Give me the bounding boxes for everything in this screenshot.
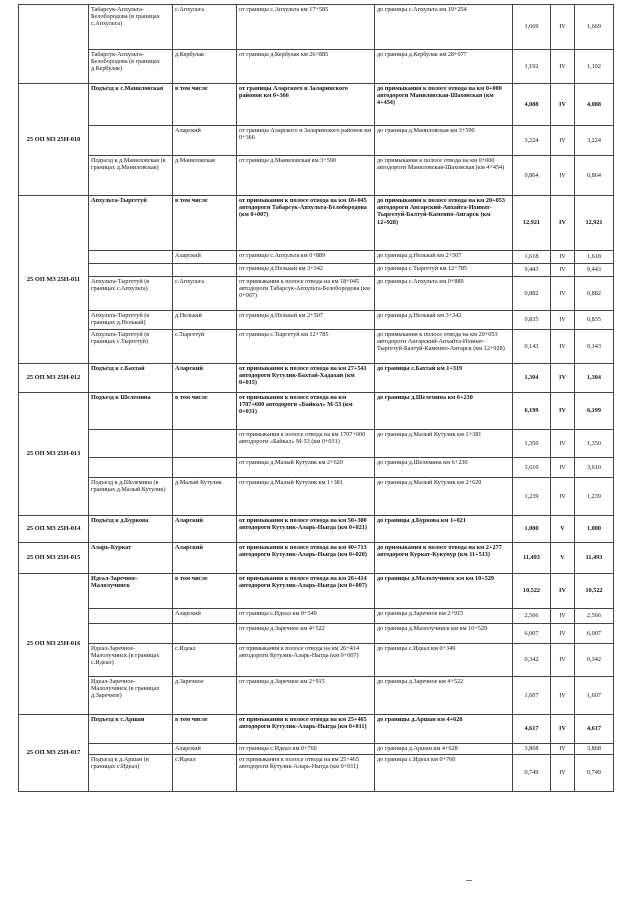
segment-from: от границы с.Идеал км 0+349 bbox=[237, 609, 375, 624]
segment-category: IV bbox=[551, 644, 575, 677]
segment-total: 11,493 bbox=[575, 543, 614, 574]
segment-length: 6,199 bbox=[513, 393, 551, 430]
segment-place: с.Идеал bbox=[173, 644, 237, 677]
segment-to: до примыкания к полосе отвода на км 0+000 автодороги Маниловская-Шаховская (км 4+454) bbox=[375, 156, 513, 196]
road-code bbox=[19, 5, 89, 84]
segment-to: до границы д.Малолучинск км км 10+529 bbox=[375, 624, 513, 644]
segment-to: до границы с.Идеал км 0+349 bbox=[375, 644, 513, 677]
segment-name bbox=[89, 251, 173, 264]
table-row bbox=[19, 624, 614, 644]
segment-name bbox=[89, 430, 173, 458]
segment-from: от примыкания к полосе отвода на км 18+045 автодороги Табарсук-Апхульта-Белобородова (км 0+007) bbox=[237, 196, 375, 251]
segment-total: 1,350 bbox=[575, 430, 614, 458]
segment-name: Подъезд к д.Маниловская (в границах д.Маниловская) bbox=[89, 156, 173, 196]
segment-name: Табарсук-Апхульта-Белобородова (в границах д.Кербулак) bbox=[89, 50, 173, 84]
segment-to: до границы д.Малолучинск км км 10+529 bbox=[375, 574, 513, 609]
segment-total: 1,000 bbox=[575, 516, 614, 543]
segment-total: 1,304 bbox=[575, 364, 614, 393]
segment-from: от границы д.Нелькай км 3+342 bbox=[237, 264, 375, 277]
segment-to: до границы с.Идеал км 0+760 bbox=[375, 755, 513, 792]
segment-to: до границы д.Буркова км 1+021 bbox=[375, 516, 513, 543]
segment-length: 0,864 bbox=[513, 156, 551, 196]
segment-from: от примыкания к полосе отвода на км 25+465 автодороги Кутулик-Аларь-Ныгда (км 0+011) bbox=[237, 715, 375, 744]
segment-place: д.Кербулак bbox=[173, 50, 237, 84]
segment-length: 3,224 bbox=[513, 126, 551, 156]
segment-category: IV bbox=[551, 251, 575, 264]
segment-category: V bbox=[551, 543, 575, 574]
page-mark bbox=[466, 880, 472, 881]
table-row bbox=[19, 744, 614, 755]
segment-category: IV bbox=[551, 264, 575, 277]
segment-total: 6,199 bbox=[575, 393, 614, 430]
segment-total: 6,007 bbox=[575, 624, 614, 644]
segment-to: до границы д.Малый Кутулик км 1+381 bbox=[375, 430, 513, 458]
segment-total: 1,239 bbox=[575, 478, 614, 516]
segment-length: 6,007 bbox=[513, 624, 551, 644]
segment-length: 0,835 bbox=[513, 311, 551, 330]
segment-place: с.Апхульта bbox=[173, 5, 237, 50]
segment-length: 1,618 bbox=[513, 251, 551, 264]
segment-category: IV bbox=[551, 624, 575, 644]
segment-name: Подъезд к д.Буркова bbox=[89, 516, 173, 543]
segment-place: в том числе bbox=[173, 574, 237, 609]
segment-length: 4,088 bbox=[513, 84, 551, 126]
segment-length: 4,617 bbox=[513, 715, 551, 744]
segment-place: Аларский bbox=[173, 364, 237, 393]
segment-total: 1,607 bbox=[575, 677, 614, 715]
segment-length: 1,192 bbox=[513, 50, 551, 84]
segment-total: 0,143 bbox=[575, 330, 614, 364]
segment-name bbox=[89, 624, 173, 644]
segment-place: в том числе bbox=[173, 715, 237, 744]
segment-total: 4,617 bbox=[575, 715, 614, 744]
segment-place: в том числе bbox=[173, 393, 237, 430]
segment-to: до границы д.Маниловская км 3+590 bbox=[375, 126, 513, 156]
segment-length: 3,610 bbox=[513, 458, 551, 478]
segment-from: от границы с.Идеал км 0+760 bbox=[237, 744, 375, 755]
segment-name bbox=[89, 264, 173, 277]
segment-from: от границы д.Заречное км 2+915 bbox=[237, 677, 375, 715]
segment-name bbox=[89, 458, 173, 478]
segment-length: 1,607 bbox=[513, 677, 551, 715]
segment-length: 1,669 bbox=[513, 5, 551, 50]
segment-place: Аларский bbox=[173, 126, 237, 156]
segment-name bbox=[89, 744, 173, 755]
segment-from: от границы с.Апхульта км 0+889 bbox=[237, 251, 375, 264]
table-row bbox=[19, 264, 614, 277]
segment-category: IV bbox=[551, 393, 575, 430]
road-code: 25 ОП МЗ 25Н-014 bbox=[19, 516, 89, 543]
table-row bbox=[19, 458, 614, 478]
segment-name bbox=[89, 609, 173, 624]
segment-to: до границы д.Нелькай км 3+342 bbox=[375, 311, 513, 330]
segment-from: от границы д.Маниловская км 3+590 bbox=[237, 156, 375, 196]
segment-to: до границы д.Кербулак км 28+077 bbox=[375, 50, 513, 84]
segment-length: 10,522 bbox=[513, 574, 551, 609]
segment-length: 9,443 bbox=[513, 264, 551, 277]
segment-from: от примыкания к полосе отвода на км 26+414 автодороги Кутулик-Аларь-Ныгда (км 0+007) bbox=[237, 574, 375, 609]
segment-category: IV bbox=[551, 609, 575, 624]
segment-length: 12,921 bbox=[513, 196, 551, 251]
segment-place: Аларский bbox=[173, 609, 237, 624]
table-row bbox=[19, 715, 614, 744]
segment-place: Аларский bbox=[173, 744, 237, 755]
segment-category: IV bbox=[551, 330, 575, 364]
table-row bbox=[19, 478, 614, 516]
segment-length: 1,304 bbox=[513, 364, 551, 393]
table-row bbox=[19, 5, 614, 50]
segment-from: от границы с.Тыргетуй км 12+785 bbox=[237, 330, 375, 364]
segment-total: 1,192 bbox=[575, 50, 614, 84]
segment-category: IV bbox=[551, 311, 575, 330]
segment-name: Апхульта-Тыргетуй (в границах д.Нелькай) bbox=[89, 311, 173, 330]
table-row bbox=[19, 543, 614, 574]
segment-to: до границы с.Бахтай км 1+319 bbox=[375, 364, 513, 393]
segment-to: до границы д.Шелемина км 6+230 bbox=[375, 458, 513, 478]
segment-length: 0,143 bbox=[513, 330, 551, 364]
table-row bbox=[19, 311, 614, 330]
table-row bbox=[19, 277, 614, 311]
segment-name: Апхульта-Тыргетуй (в границах с.Апхульта) bbox=[89, 277, 173, 311]
segment-from: от границы д.Заречное км 4+522 bbox=[237, 624, 375, 644]
segment-name: Апхульта-Тыргетуй (в границах с.Тыргетуй) bbox=[89, 330, 173, 364]
segment-category: IV bbox=[551, 574, 575, 609]
road-code: 25 ОП МЗ 25Н-011 bbox=[19, 196, 89, 364]
segment-total: 0,835 bbox=[575, 311, 614, 330]
segment-to: до границы д.Малый Кутулик км 2+620 bbox=[375, 478, 513, 516]
segment-to: до примыкания к полосе отвода на км 2+277 автодороги Куркат-Кукунур (км 11+513) bbox=[375, 543, 513, 574]
segment-category: IV bbox=[551, 715, 575, 744]
segment-name bbox=[89, 126, 173, 156]
segment-to: до границы д.Заречное км 4+522 bbox=[375, 677, 513, 715]
segment-from: от примыкания к полосе отвода на км 26+414 автодороги Кутулик-Аларь-Ныгда (км 0+007) bbox=[237, 644, 375, 677]
segment-place: д.Малый Кутулик bbox=[173, 478, 237, 516]
segment-length: 1,350 bbox=[513, 430, 551, 458]
segment-place: с.Идеал bbox=[173, 755, 237, 792]
segment-to: до границы д.Аршан км 4+628 bbox=[375, 715, 513, 744]
segment-place: с.Апхульта bbox=[173, 277, 237, 311]
segment-to: до границы д.Шелемина км 6+230 bbox=[375, 393, 513, 430]
segment-name: Подъезд к д.Аршан (в границах с.Идеал) bbox=[89, 755, 173, 792]
segment-category: IV bbox=[551, 277, 575, 311]
segment-length: 0,342 bbox=[513, 644, 551, 677]
segment-total: 3,224 bbox=[575, 126, 614, 156]
road-code: 25 ОП МЗ 25Н-010 bbox=[19, 84, 89, 196]
road-code: 25 ОП МЗ 25Н-017 bbox=[19, 715, 89, 792]
segment-to: до границы д.Аршан км 4+628 bbox=[375, 744, 513, 755]
table-row bbox=[19, 393, 614, 430]
table-row bbox=[19, 330, 614, 364]
road-code: 25 ОП МЗ 25Н-012 bbox=[19, 364, 89, 393]
segment-category: IV bbox=[551, 677, 575, 715]
segment-from: от примыкания к полосе отвода на км 1707+600 автодороги «Байкал» М-53 (км 0+031) bbox=[237, 430, 375, 458]
segment-to: до границы с.Апхульта км 19+254 bbox=[375, 5, 513, 50]
segment-category: IV bbox=[551, 430, 575, 458]
segment-to: до примыкания к полосе отвода на км 20+053 автодороги Ангарский-Апхайта-Ихинат-Тыргетуй-Балтуй-Каменно-Ангарск (км 12+928) bbox=[375, 196, 513, 251]
segment-place: д.Маниловская bbox=[173, 156, 237, 196]
segment-place: д.Нелькай bbox=[173, 311, 237, 330]
segment-place: д.Заречное bbox=[173, 677, 237, 715]
segment-name: Подъезд к с.Аршан bbox=[89, 715, 173, 744]
segment-name: Идеал-Заречное-Малолучинск bbox=[89, 574, 173, 609]
segment-to: до границы с.Апхульта км 0+889 bbox=[375, 277, 513, 311]
segment-from: от границы Аларского и Заларинского районов км 0+366 bbox=[237, 126, 375, 156]
table-row bbox=[19, 84, 614, 126]
segment-total: 0,882 bbox=[575, 277, 614, 311]
segment-category: IV bbox=[551, 50, 575, 84]
segment-place bbox=[173, 624, 237, 644]
segment-total: 1,618 bbox=[575, 251, 614, 264]
segment-name: Подъезд к д.Шелемина (в границах д.Малый Кутулик) bbox=[89, 478, 173, 516]
segment-category: IV bbox=[551, 364, 575, 393]
segment-to: до границы с.Тыргетуй км 12+785 bbox=[375, 264, 513, 277]
table-row bbox=[19, 516, 614, 543]
segment-from: от границы Аларского и Заларинского районов км 0+366 bbox=[237, 84, 375, 126]
segment-length: 11,493 bbox=[513, 543, 551, 574]
segment-total: 3,610 bbox=[575, 458, 614, 478]
road-code: 25 ОП МЗ 25Н-015 bbox=[19, 543, 89, 574]
segment-total: 9,443 bbox=[575, 264, 614, 277]
segment-to: до границы д.Нелькай км 2+507 bbox=[375, 251, 513, 264]
segment-name: Аларь-Куркат bbox=[89, 543, 173, 574]
segment-place: Аларский bbox=[173, 516, 237, 543]
segment-length: 1,000 bbox=[513, 516, 551, 543]
segment-category: IV bbox=[551, 755, 575, 792]
segment-from: от границы д.Малый Кутулик км 1+381 bbox=[237, 478, 375, 516]
segment-length: 0,749 bbox=[513, 755, 551, 792]
segment-from: от примыкания к полосе отвода на км 50+300 автодороги Кутулик-Аларь-Ныгда (км 0+021) bbox=[237, 516, 375, 543]
segment-to: до границы д.Заречное км 2+915 bbox=[375, 609, 513, 624]
segment-category: IV bbox=[551, 478, 575, 516]
segment-from: от примыкания к полосе отвода на км 40+713 автодороги Кутулик-Аларь-Ныгда (км 0+020) bbox=[237, 543, 375, 574]
segment-place bbox=[173, 264, 237, 277]
segment-total: 1,669 bbox=[575, 5, 614, 50]
segment-total: 0,864 bbox=[575, 156, 614, 196]
segment-name: Апхульта-Тыргетуй bbox=[89, 196, 173, 251]
segment-to: до примыкания к полосе отвода на км 0+000 автодороги Маниловская-Шаховская (км 4+454) bbox=[375, 84, 513, 126]
segment-name: Идеал-Заречное-Малолучинск (в границах с.Идеал) bbox=[89, 644, 173, 677]
segment-place: Аларский bbox=[173, 543, 237, 574]
segment-from: от границы с.Апхульта км 17+585 bbox=[237, 5, 375, 50]
segment-total: 2,566 bbox=[575, 609, 614, 624]
segment-total: 4,088 bbox=[575, 84, 614, 126]
segment-category: V bbox=[551, 516, 575, 543]
segment-total: 12,921 bbox=[575, 196, 614, 251]
road-code: 25 ОП МЗ 25Н-016 bbox=[19, 574, 89, 715]
segment-category: IV bbox=[551, 744, 575, 755]
segment-to: до примыкания к полосе отвода на км 20+053 автодороги Ангарский-Апхайта-Ихинат-Тыргетуй-Балтуй-Каменно-Ангарск (км 12+928) bbox=[375, 330, 513, 364]
table-row bbox=[19, 50, 614, 84]
segment-name: Подъезд к с.Маниловская bbox=[89, 84, 173, 126]
segment-category: IV bbox=[551, 126, 575, 156]
segment-name: Идеал-Заречное-Малолучинск (в границах д.Заречное) bbox=[89, 677, 173, 715]
road-register-table bbox=[18, 4, 614, 792]
segment-total: 3,868 bbox=[575, 744, 614, 755]
segment-length: 3,868 bbox=[513, 744, 551, 755]
segment-name: Подъезд к Шелемина bbox=[89, 393, 173, 430]
segment-category: IV bbox=[551, 458, 575, 478]
segment-from: от границы д.Нелькай км 2+507 bbox=[237, 311, 375, 330]
segment-total: 0,342 bbox=[575, 644, 614, 677]
table-row bbox=[19, 677, 614, 715]
segment-length: 1,239 bbox=[513, 478, 551, 516]
segment-category: IV bbox=[551, 156, 575, 196]
table-row bbox=[19, 644, 614, 677]
table-row bbox=[19, 196, 614, 251]
table-row bbox=[19, 364, 614, 393]
segment-place bbox=[173, 430, 237, 458]
segment-from: от границы д.Кербулак км 26+885 bbox=[237, 50, 375, 84]
segment-category: IV bbox=[551, 196, 575, 251]
segment-from: от границы д.Малый Кутулик км 2+620 bbox=[237, 458, 375, 478]
segment-place: в том числе bbox=[173, 196, 237, 251]
segment-from: от примыкания к полосе отвода на км 1707+600 автодороги «Байкал» М-53 (км 0+031) bbox=[237, 393, 375, 430]
segment-category: IV bbox=[551, 5, 575, 50]
table-row bbox=[19, 156, 614, 196]
road-code: 25 ОП МЗ 25Н-013 bbox=[19, 393, 89, 516]
segment-length: 2,566 bbox=[513, 609, 551, 624]
segment-total: 0,749 bbox=[575, 755, 614, 792]
segment-category: IV bbox=[551, 84, 575, 126]
segment-name: Подъезд к с.Бахтай bbox=[89, 364, 173, 393]
segment-total: 10,522 bbox=[575, 574, 614, 609]
segment-from: от примыкания к полосе отвода на км 25+465 автодороги Кутулик-Аларь-Ныгда (км 0+011) bbox=[237, 755, 375, 792]
segment-place: с.Тыргетуй bbox=[173, 330, 237, 364]
segment-length: 0,882 bbox=[513, 277, 551, 311]
table-row bbox=[19, 430, 614, 458]
table-row bbox=[19, 755, 614, 792]
segment-name: Табарсук-Апхульта-Белобородова (в границах с.Апхульта) bbox=[89, 5, 173, 50]
segment-place bbox=[173, 458, 237, 478]
segment-place: в том числе bbox=[173, 84, 237, 126]
table-row bbox=[19, 574, 614, 609]
segment-from: от примыкания к полосе отвода на км 27+541 автодороги Кутулик-Бахтай-Хадахан (км 0+015) bbox=[237, 364, 375, 393]
segment-place: Аларский bbox=[173, 251, 237, 264]
table-row bbox=[19, 609, 614, 624]
table-row bbox=[19, 126, 614, 156]
segment-from: от примыкания к полосе отвода на км 18+045 автодороги Табарсук-Апхульта-Белобородова (км 0+007) bbox=[237, 277, 375, 311]
table-row bbox=[19, 251, 614, 264]
